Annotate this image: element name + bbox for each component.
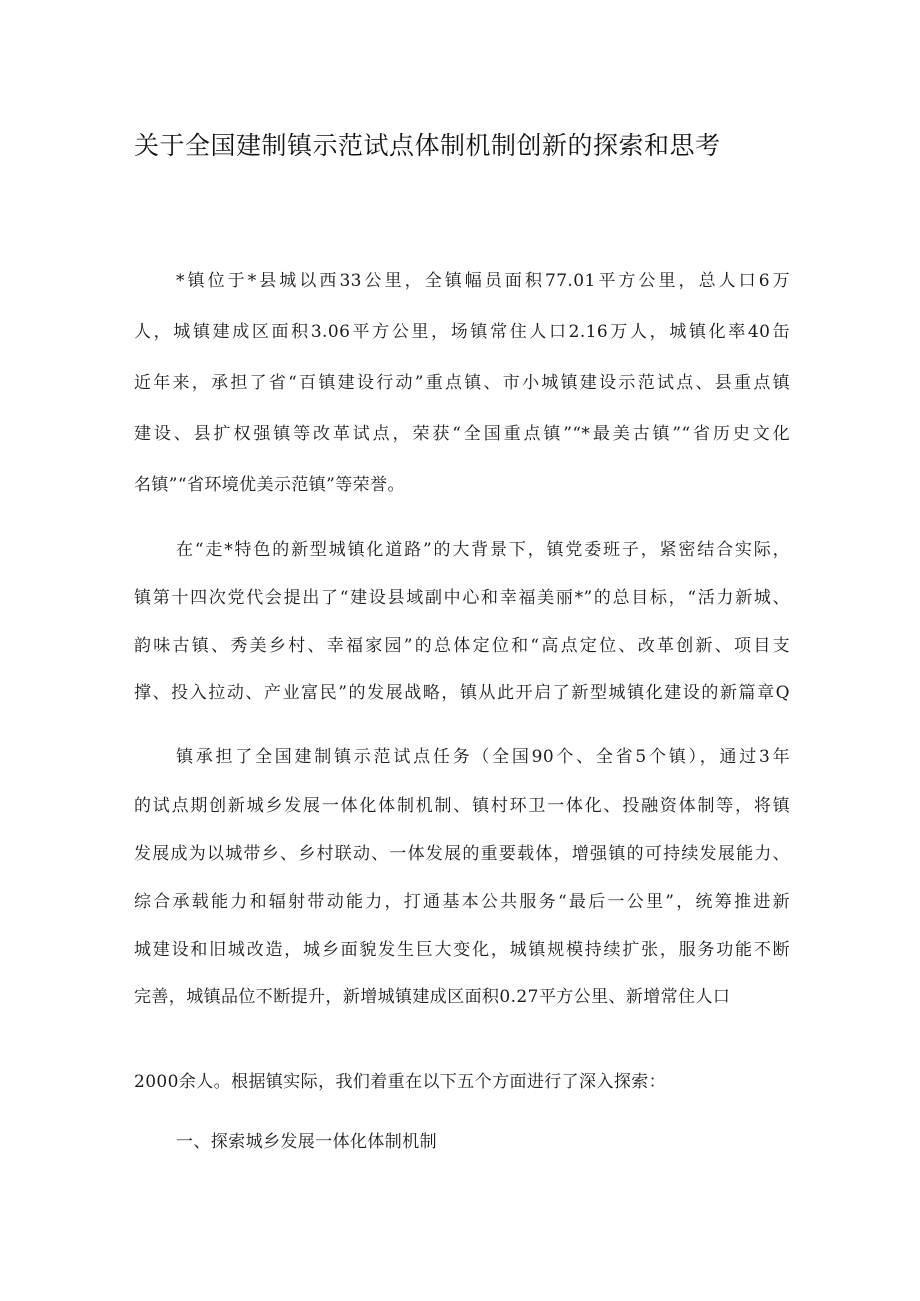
paragraph-2-line-3: 韵味古镇、秀美乡村、幸福家园”的总体定位和“高点定位、改革创新、项目支	[134, 636, 790, 656]
paragraph-1-line-5: 名镇”“省环境优美示范镇”等荣誉。	[134, 475, 405, 495]
paragraph-3-line-4: 综合承载能力和辐射带动能力，打通基本公共服务“最后一公里”，统筹推进新	[134, 892, 790, 912]
paragraph-3-line-3: 发展成为以城带乡、乡村联动、一体发展的重要载体，增强镇的可持续发展能力、	[134, 844, 790, 864]
paragraph-3-line-6: 完善，城镇品位不断提升，新增城镇建成区面积0.27平方公里、新增常住人口	[134, 987, 731, 1007]
paragraph-3-line-2: 的试点期创新城乡发展一体化体制机制、镇村环卫一体化、投融资体制等，将镇	[134, 796, 790, 816]
paragraph-1-line-1: *镇位于*县城以西33公里，全镇幅员面积77.01平方公里，总人口6万	[176, 271, 790, 291]
paragraph-2-line-4: 撑、投入拉动、产业富民”的发展战略，镇从此开启了新型城镇化建设的新篇章Q	[134, 683, 790, 703]
paragraph-4-line-1: 2000余人。根据镇实际，我们着重在以下五个方面进行了深入探索：	[134, 1072, 667, 1092]
paragraph-1-line-2: 人，城镇建成区面积3.06平方公里，场镇常住人口2.16万人，城镇化率40缶	[134, 322, 790, 342]
paragraph-2-line-1: 在“走*特色的新型城镇化道路”的大背景下，镇党委班子，紧密结合实际，	[176, 540, 790, 560]
paragraph-3-line-5: 城建设和旧城改造，城乡面貌发生巨大变化，城镇规模持续扩张，服务功能不断	[134, 940, 790, 960]
document-title: 关于全国建制镇示范试点体制机制创新的探索和思考	[134, 131, 721, 160]
paragraph-1-line-4: 建设、县扩权强镇等改革试点，荣获“全国重点镇”“*最美古镇”“省历史文化	[134, 424, 790, 444]
section-heading-1: 一、探索城乡发展一体化体制机制	[176, 1132, 437, 1152]
paragraph-2-line-2: 镇第十四次党代会提出了“建设县域副中心和幸福美丽*”的总目标，“活力新城、	[134, 588, 790, 608]
paragraph-3-line-1: 镇承担了全国建制镇示范试点任务（全国90个、全省5个镇），通过3年	[176, 747, 790, 767]
paragraph-1-line-3: 近年来，承担了省“百镇建设行动”重点镇、市小城镇建设示范试点、县重点镇	[134, 373, 790, 393]
